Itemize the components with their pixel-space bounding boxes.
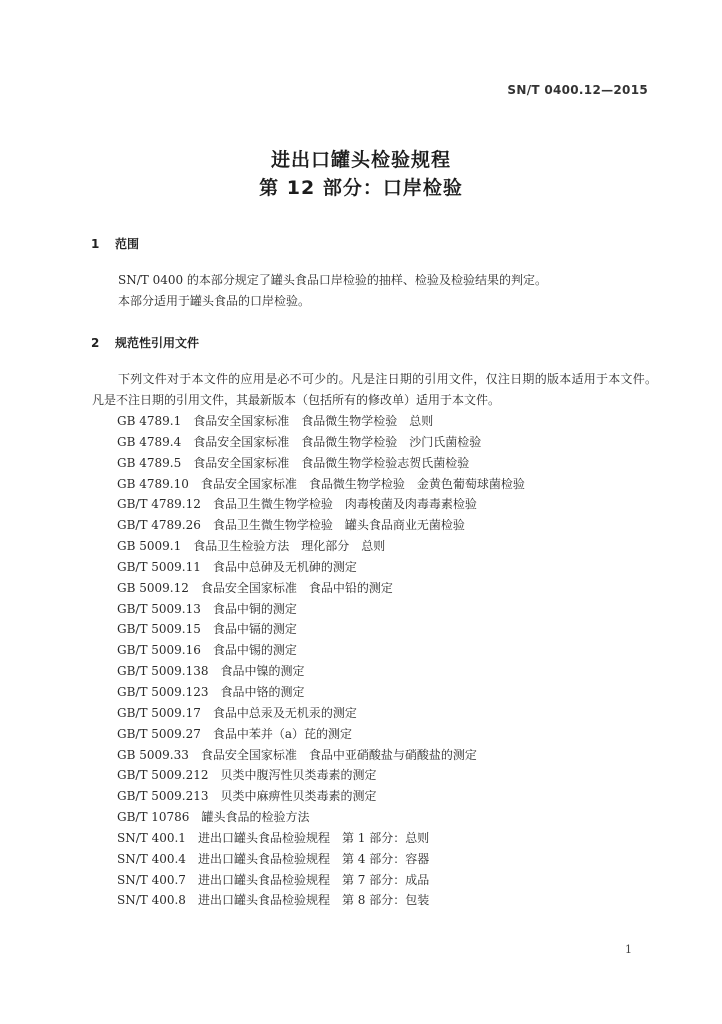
reference-code: SN/T 400.4 (117, 851, 186, 866)
reference-title: 贝类中腹泻性贝类毒素的测定 (220, 768, 377, 783)
reference-item (117, 870, 677, 891)
reference-item (117, 494, 677, 515)
reference-title: 进出口罐头食品检验规程 第 1 部分：总则 (197, 830, 430, 845)
title-line-2: 第 12 部分：口岸检验 (259, 177, 463, 199)
reference-title: 食品安全国家标准 食品微生物学检验 总则 (193, 414, 434, 428)
reference-item (117, 828, 677, 849)
section-2-title: 规范性引用文件 (115, 336, 200, 350)
reference-code: GB 5009.33 (117, 747, 189, 762)
reference-title: 食品卫生微生物学检验 肉毒梭菌及肉毒毒素检验 (212, 497, 477, 512)
reference-code: GB/T 5009.17 (117, 705, 201, 720)
reference-item (117, 411, 677, 432)
reference-item (117, 515, 677, 536)
reference-code: GB/T 5009.138 (117, 664, 209, 679)
reference-code: GB 4789.10 (117, 476, 189, 491)
reference-code: GB/T 5009.13 (117, 601, 201, 616)
section-2-intro: 下列文件对于本文件的应用是必不可少的。凡是注日期的引用文件，仅注日期的版本适用于本文件。凡是不注日期的引用文件，其最新版本（包括所有的修改单）适用于本文件。 (92, 372, 657, 407)
reference-title: 食品中总砷及无机砷的测定 (212, 559, 357, 574)
reference-item (117, 640, 677, 661)
reference-item (117, 432, 677, 453)
reference-item (117, 745, 677, 766)
reference-title: 食品卫生微生物学检验 罐头食品商业无菌检验 (212, 518, 465, 533)
reference-title: 食品中镉的测定 (212, 622, 297, 637)
section-2-number: 2 (91, 336, 100, 350)
reference-title: 食品安全国家标准 食品微生物学检验 金黄色葡萄球菌检验 (200, 476, 525, 491)
reference-item (117, 786, 677, 807)
section-1-heading (91, 235, 139, 252)
reference-code: GB/T 5009.27 (117, 726, 201, 741)
reference-code: SN/T 400.7 (117, 872, 186, 887)
reference-item (117, 724, 677, 745)
reference-item (117, 578, 677, 599)
reference-code: SN/T 400.1 (117, 830, 186, 845)
title-line-1: 进出口罐头检验规程 (270, 149, 451, 171)
reference-item (117, 703, 677, 724)
reference-code: GB/T 4789.12 (117, 497, 201, 512)
reference-code: SN/T 400.8 (117, 893, 186, 908)
reference-code: GB 4789.1 (117, 414, 182, 428)
reference-title: 食品中苯并（a）芘的测定 (212, 726, 353, 741)
reference-item (117, 474, 677, 495)
reference-title: 食品卫生检验方法 理化部分 总则 (193, 539, 386, 554)
reference-title: 食品中铜的测定 (212, 601, 297, 616)
standard-code: SN/T 0400.12—2015 (507, 83, 648, 97)
reference-title: 进出口罐头食品检验规程 第 4 部分：容器 (197, 851, 430, 866)
reference-title: 进出口罐头食品检验规程 第 8 部分：包装 (197, 893, 430, 908)
reference-item (117, 682, 677, 703)
reference-code: GB/T 5009.213 (117, 789, 209, 804)
reference-title: 进出口罐头食品检验规程 第 7 部分：成品 (197, 872, 430, 887)
reference-title: 食品中铬的测定 (220, 684, 305, 699)
section-1-title: 范围 (115, 237, 140, 251)
reference-item (117, 890, 677, 911)
document-title (0, 146, 722, 202)
reference-item (117, 661, 677, 682)
reference-title: 罐头食品的检验方法 (201, 810, 310, 825)
reference-item (117, 453, 677, 474)
reference-code: GB 5009.12 (117, 580, 189, 595)
reference-item (117, 536, 677, 557)
reference-title: 食品安全国家标准 食品微生物学检验志贺氏菌检验 (193, 455, 470, 470)
reference-item (117, 599, 677, 620)
reference-title: 食品中总汞及无机汞的测定 (212, 705, 357, 720)
section-2-heading (91, 334, 199, 351)
reference-item (117, 765, 677, 786)
reference-code: GB/T 10786 (117, 810, 190, 825)
reference-code: GB/T 5009.15 (117, 622, 201, 637)
reference-code: GB/T 5009.11 (117, 559, 201, 574)
reference-item (117, 849, 677, 870)
reference-item (117, 807, 677, 828)
reference-title: 食品中镍的测定 (220, 664, 305, 679)
reference-code: GB/T 4789.26 (117, 518, 201, 533)
reference-code: GB/T 5009.16 (117, 643, 201, 658)
reference-title: 贝类中麻痹性贝类毒素的测定 (220, 789, 377, 804)
section-1-paragraph-1: SN/T 0400 的本部分规定了罐头食品口岸检验的抽样、检验及检验结果的判定。 (118, 273, 547, 287)
reference-title: 食品中锡的测定 (212, 643, 297, 658)
reference-title: 食品安全国家标准 食品中亚硝酸盐与硝酸盐的测定 (200, 747, 477, 762)
reference-title: 食品安全国家标准 食品中铅的测定 (200, 580, 393, 595)
reference-code: GB 4789.4 (117, 434, 182, 449)
section-1-paragraph-2: 本部分适用于罐头食品的口岸检验。 (118, 294, 311, 308)
reference-code: GB 4789.5 (117, 455, 182, 470)
section-1-number: 1 (91, 237, 100, 251)
reference-list (117, 411, 677, 911)
reference-code: GB/T 5009.123 (117, 684, 209, 699)
reference-item (117, 619, 677, 640)
reference-code: GB/T 5009.212 (117, 768, 209, 783)
reference-code: GB 5009.1 (117, 539, 182, 554)
page-number: 1 (625, 943, 632, 956)
reference-title: 食品安全国家标准 食品微生物学检验 沙门氏菌检验 (193, 434, 482, 449)
reference-item (117, 557, 677, 578)
